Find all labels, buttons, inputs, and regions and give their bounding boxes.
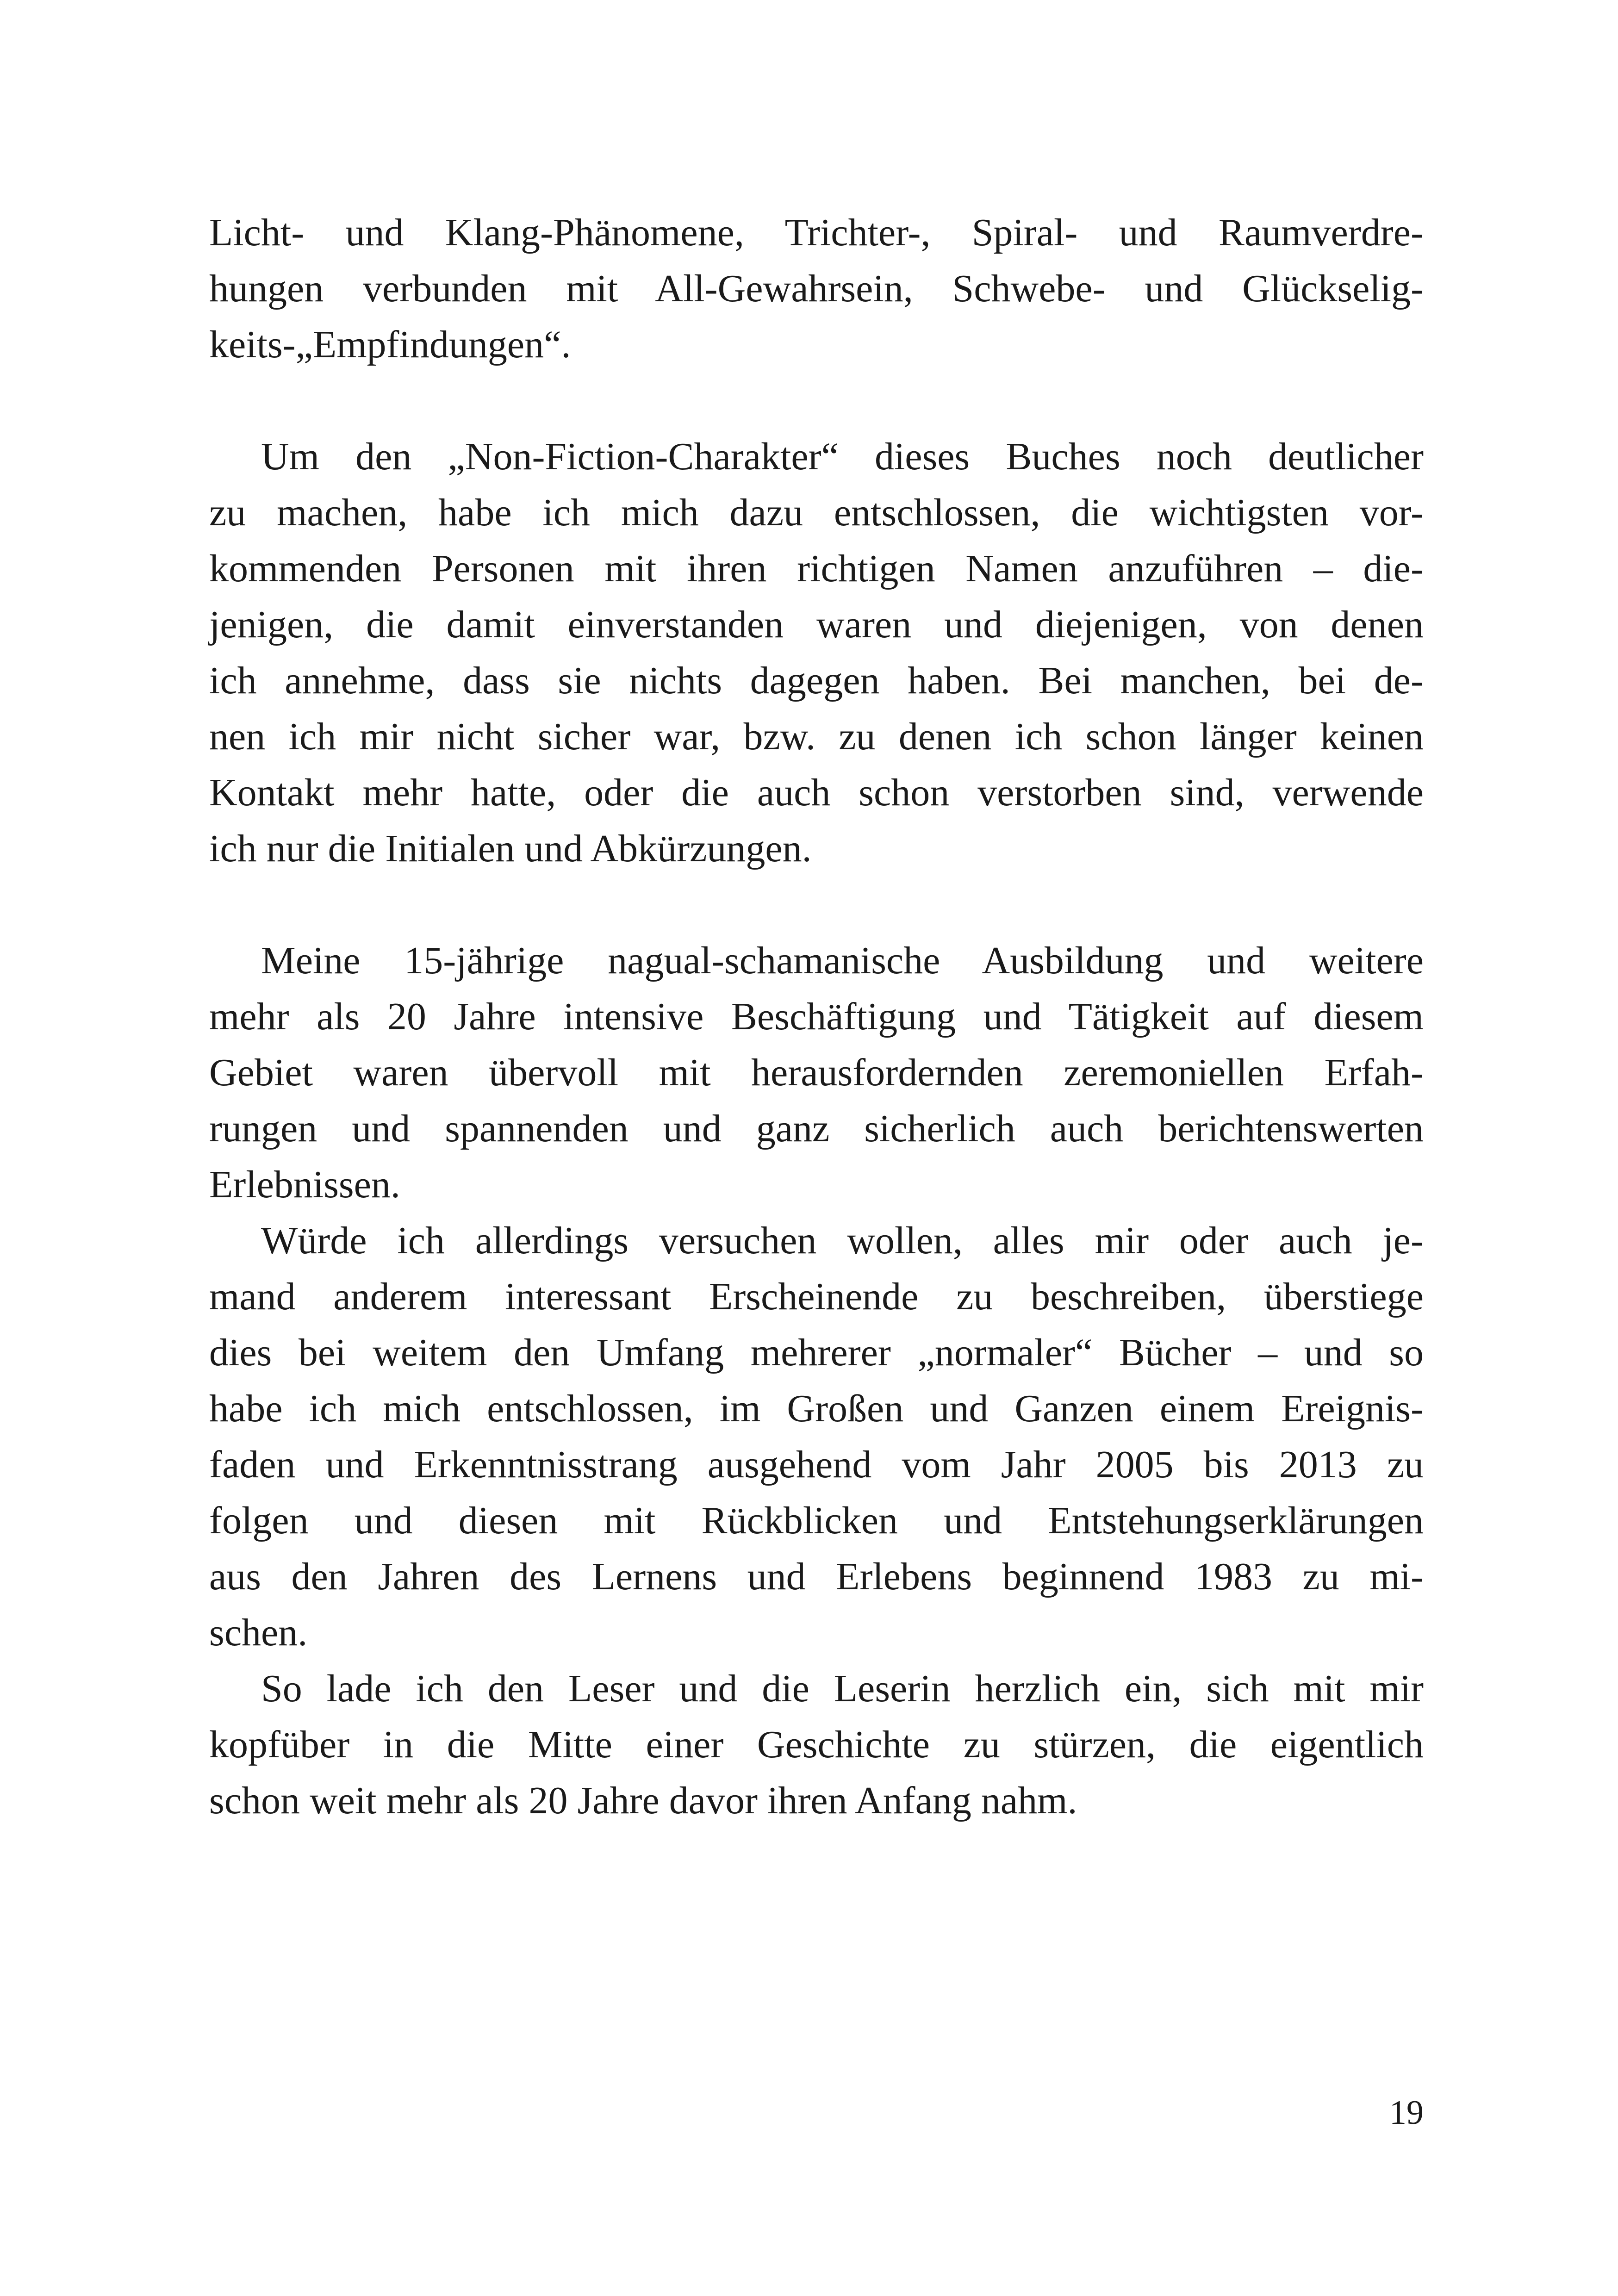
text-line: habe ich mich entschlossen, im Großen und Ganzen einem Ereignis- [209,1387,1424,1430]
page-number: 19 [1389,2094,1424,2132]
text-line: kopfüber in die Mitte einer Geschichte zu stürzen, die eigentlich [209,1723,1424,1766]
text-line: faden und Erkenntnisstrang ausgehend vom Jahr 2005 bis 2013 zu [209,1443,1424,1486]
text-line: Würde ich allerdings versuchen wollen, alles mir oder auch je- [261,1219,1424,1262]
text-line: Gebiet waren übervoll mit herausfordernden zeremoniellen Erfah- [209,1051,1424,1094]
text-line: rungen und spannenden und ganz sicherlich auch berichtenswerten [209,1107,1424,1150]
text-line: Meine 15-jährige nagual-schamanische Ausbildung und weitere [261,939,1424,982]
text-line: schen. [209,1611,308,1654]
paragraph [209,429,1424,877]
paragraph-continuation [209,205,1424,373]
text-line: Kontakt mehr hatte, oder die auch schon verstorben sind, verwende [209,771,1424,814]
text-line: So lade ich den Leser und die Leserin herzlich ein, sich mit mir [261,1667,1424,1710]
text-line: ich annehme, dass sie nichts dagegen haben. Bei manchen, bei de- [209,659,1424,702]
text-line: aus den Jahren des Lernens und Erlebens beginnend 1983 zu mi- [209,1555,1424,1598]
text-line: hungen verbunden mit All-Gewahrsein, Schwebe- und Glückselig- [209,267,1424,310]
text-line: mand anderem interessant Erscheinende zu beschreiben, überstiege [209,1275,1424,1318]
text-line: Um den „Non-Fiction-Charakter“ dieses Buches noch deutlicher [261,435,1424,478]
paragraph [209,1661,1424,1829]
paragraph-gap [209,373,1424,429]
text-line: Licht- und Klang-Phänomene, Trichter-, Spiral- und Raumverdre- [209,211,1424,254]
paragraph-gap [209,877,1424,933]
text-line: folgen und diesen mit Rückblicken und Entstehungserklärungen [209,1499,1424,1542]
text-line: schon weit mehr als 20 Jahre davor ihren Anfang nahm. [209,1779,1077,1822]
text-line: keits-„Empfindungen“. [209,323,571,366]
text-line: zu machen, habe ich mich dazu entschlossen, die wichtigsten vor- [209,491,1424,534]
text-line: dies bei weitem den Umfang mehrerer „normaler“ Bücher – und so [209,1331,1424,1374]
text-line: jenigen, die damit einverstanden waren und diejenigen, von denen [209,603,1424,646]
paragraph [209,1213,1424,1661]
paragraph [209,933,1424,1213]
text-line: ich nur die Initialen und Abkürzungen. [209,827,812,870]
body-text [209,205,1424,1829]
text-line: kommenden Personen mit ihren richtigen Namen anzuführen – die- [209,547,1424,590]
text-line: Erlebnissen. [209,1163,400,1206]
text-line: nen ich mir nicht sicher war, bzw. zu denen ich schon länger keinen [209,715,1424,758]
text-line: mehr als 20 Jahre intensive Beschäftigung und Tätigkeit auf diesem [209,995,1424,1038]
